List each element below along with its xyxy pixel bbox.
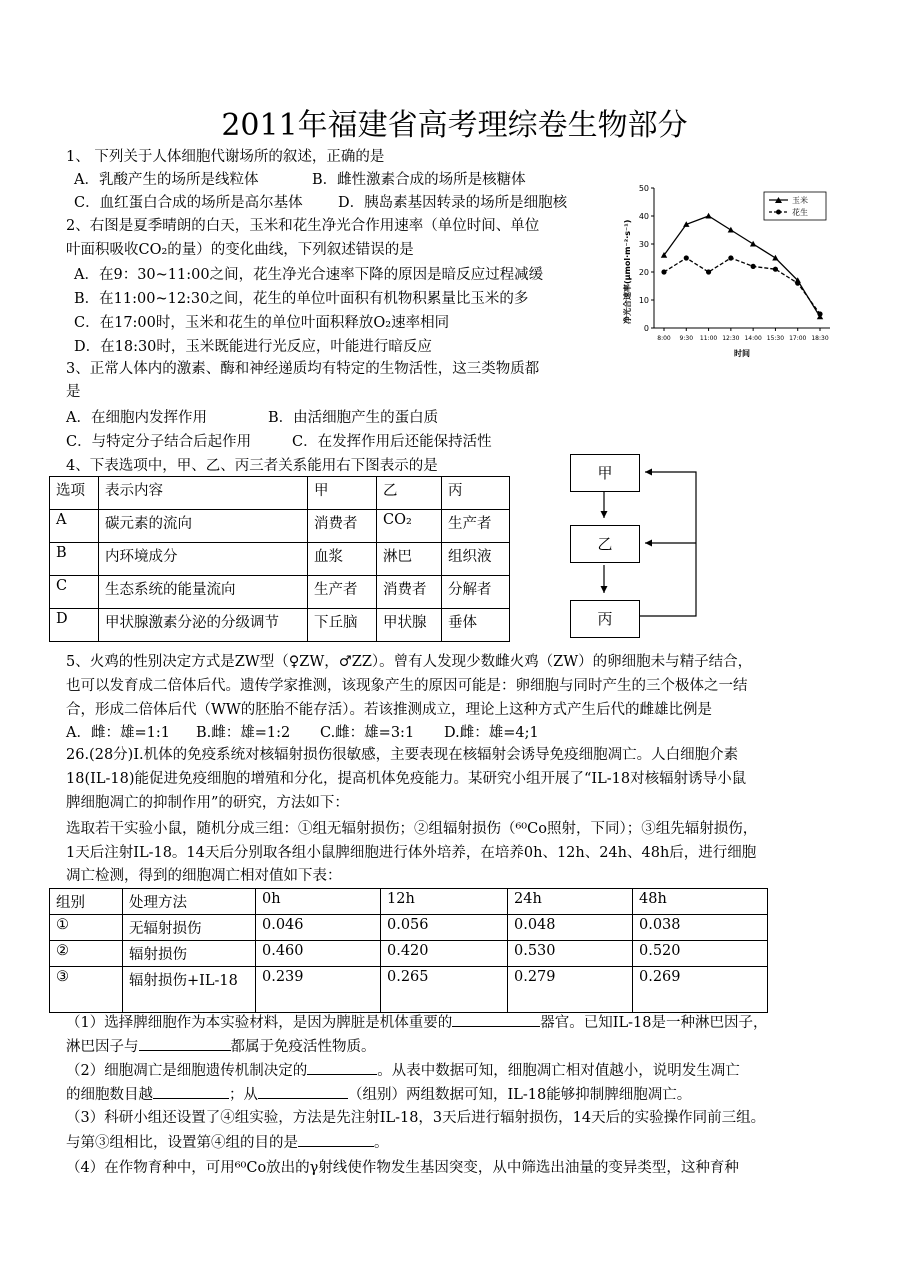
series-line-1 xyxy=(664,216,820,317)
answer-blank[interactable] xyxy=(258,1084,348,1099)
q5-line-2: 也可以发育成二倍体后代。遗传学家推测，该现象产生的原因可能是：卵细胞与同时产生的三个极体之一结 xyxy=(66,678,748,694)
table-row xyxy=(50,510,510,543)
x-tick-label: 17:00 xyxy=(789,335,807,342)
data-point xyxy=(728,255,733,260)
data-point xyxy=(750,241,756,247)
q2-stem-1: 2、右图是夏季晴朗的白天，玉米和花生净光合作用速率（单位时间、单位 xyxy=(66,218,540,234)
q26-cell: ③ xyxy=(50,967,123,1013)
q26-line-5: 1天后注射IL-18。14天后分别取各组小鼠脾细胞进行体外培养，在培养0h、12h、24h、48h后，进行细胞 xyxy=(66,845,757,861)
data-point xyxy=(772,255,778,261)
q26-cell: 辐射损伤+IL-18 xyxy=(123,967,256,1013)
q26-cell: 0.530 xyxy=(508,941,633,967)
q26-line-4: 选取若干实验小鼠，随机分成三组：①组无辐射损伤；②组辐射损伤（⁶⁰Co照射，下同）；③组先辐射损伤， xyxy=(66,821,758,837)
q4-cell: D xyxy=(50,609,99,642)
q4-cell: 分解者 xyxy=(442,576,510,609)
q4-cell: 甲状腺激素分泌的分级调节 xyxy=(99,609,308,642)
q26-p1-line xyxy=(66,1012,767,1033)
q4-cell: CO₂ xyxy=(377,510,442,543)
q26-p3-text-c: 。 xyxy=(374,1135,389,1151)
q3-option-d: C．在发挥作用后还能保持活性 xyxy=(292,434,492,450)
q26-cell: 辐射损伤 xyxy=(123,941,256,967)
answer-blank[interactable] xyxy=(153,1084,229,1099)
q4-cell: 血浆 xyxy=(308,543,377,576)
q26-cell: ② xyxy=(50,941,123,967)
q4-th: 甲 xyxy=(308,477,377,510)
answer-blank[interactable] xyxy=(307,1060,377,1075)
answer-blank[interactable] xyxy=(452,1012,540,1027)
q4-cell: 甲状腺 xyxy=(377,609,442,642)
data-point xyxy=(773,267,778,272)
x-tick-label: 15:30 xyxy=(766,335,785,342)
chart-ylabel: 净光合速率(μmol·m⁻²·s⁻¹) xyxy=(623,219,632,324)
q1-option-d: D．胰岛素基因转录的场所是细胞核 xyxy=(338,195,568,211)
table-row xyxy=(50,543,510,576)
q4-th: 丙 xyxy=(442,477,510,510)
q26-p3-text-b: 与第③组相比，设置第④组的目的是 xyxy=(66,1135,298,1151)
q26-p2-text-d: ；从 xyxy=(229,1087,258,1103)
q26-p1-line-2 xyxy=(66,1036,376,1057)
q26-cell: 0.056 xyxy=(381,915,508,941)
q26-p2-text-c: 的细胞数目越 xyxy=(66,1087,153,1103)
q4-th: 选项 xyxy=(50,477,99,510)
q4-cell: 生态系统的能量流向 xyxy=(99,576,308,609)
q4-cell: 内环境成分 xyxy=(99,543,308,576)
data-point xyxy=(706,269,711,274)
data-point xyxy=(728,227,734,233)
page-title: 2011年福建省高考理综卷生物部分 xyxy=(221,108,688,143)
q4-cell: 消费者 xyxy=(377,576,442,609)
q26-p2-text-a: （2）细胞凋亡是细胞遗传机制决定的 xyxy=(66,1063,308,1079)
q26-cell: 无辐射损伤 xyxy=(123,915,256,941)
q2-option-c: C．在17:00时，玉米和花生的单位叶面积释放O₂速率相同 xyxy=(74,315,450,331)
x-tick-label: 11:00 xyxy=(699,335,718,342)
q3-option-b: B．由活细胞产生的蛋白质 xyxy=(268,410,439,426)
q26-p1-text-d: 都属于免疫活性物质。 xyxy=(230,1039,376,1055)
y-tick-label: 50 xyxy=(638,184,649,193)
x-tick-label: 14:00 xyxy=(744,335,762,342)
q26-p2-line-2 xyxy=(66,1084,691,1105)
q4-cell: 下丘脑 xyxy=(308,609,377,642)
table-row xyxy=(50,915,768,941)
q3-option-a: A．在细胞内发挥作用 xyxy=(66,410,207,426)
data-point xyxy=(684,255,689,260)
q3-stem-2: 是 xyxy=(66,384,81,400)
q26-table xyxy=(49,888,768,1013)
q26-p4-line: （4）在作物育种中，可用⁶⁰Co放出的γ射线使作物发生基因突变，从中筛选出油量的变异类型，这种育种 xyxy=(66,1160,739,1176)
data-point xyxy=(705,213,711,219)
q26-line-2: 18(IL-18)能促进免疫细胞的增殖和分化，提高机体免疫能力。某研究小组开展了“IL-18对核辐射诱导小鼠 xyxy=(66,771,747,787)
q1-option-a: A．乳酸产生的场所是线粒体 xyxy=(74,172,259,188)
legend-marker-peanut xyxy=(776,210,781,215)
y-tick-label: 0 xyxy=(643,324,649,333)
q26-p3-line: （3）科研小组还设置了④组实验，方法是先注射IL-18，3天后进行辐射损伤，14天后的实验操作同前三组。 xyxy=(66,1110,766,1126)
answer-blank[interactable] xyxy=(298,1132,374,1147)
q26-cell: 0.420 xyxy=(381,941,508,967)
q2-option-a: A．在9：30~11:00之间，花生净光合速率下降的原因是暗反应过程减缓 xyxy=(74,267,544,283)
q26-p3-line-2 xyxy=(66,1132,389,1153)
q26-cell: 0.269 xyxy=(633,967,768,1013)
q1-option-b: B．雌性激素合成的场所是核糖体 xyxy=(312,172,526,188)
q2-option-d: D．在18:30时，玉米既能进行光反应，叶能进行暗反应 xyxy=(74,339,432,355)
q4-cell: 碳元素的流向 xyxy=(99,510,308,543)
data-point xyxy=(661,269,666,274)
x-tick-label: 9:30 xyxy=(679,335,694,342)
q26-cell: 0.239 xyxy=(256,967,381,1013)
q4-th: 表示内容 xyxy=(99,477,308,510)
q3-stem-1: 3、正常人体内的激素、酶和神经递质均有特定的生物活性，这三类物质都 xyxy=(66,361,540,377)
q5-option-a: A．雌：雄=1:1 xyxy=(66,725,170,741)
q4-stem: 4、下表选项中，甲、乙、丙三者关系能用右下图表示的是 xyxy=(66,458,438,474)
arrow-bing-to-jia xyxy=(640,472,696,616)
q26-th: 处理方法 xyxy=(123,889,256,915)
chart-legend xyxy=(764,192,826,220)
q4-cell: 生产者 xyxy=(442,510,510,543)
q4-cell: C xyxy=(50,576,99,609)
q26-p2-line xyxy=(66,1060,740,1081)
q26-p2-text-e: （组别）两组数据可知，IL-18能够抑制脾细胞凋亡。 xyxy=(348,1087,692,1103)
series-line-2 xyxy=(664,258,820,314)
data-point xyxy=(817,311,822,316)
q5-option-d: D.雌：雄=4;1 xyxy=(444,725,539,741)
q2-stem-2: 叶面积吸收CO₂的量）的变化曲线，下列叙述错误的是 xyxy=(66,242,414,258)
q4-cell: A xyxy=(50,510,99,543)
diagram-box-bing: 丙 xyxy=(570,600,640,638)
q26-cell: 0.460 xyxy=(256,941,381,967)
q4-cell: 生产者 xyxy=(308,576,377,609)
q26-cell: 0.520 xyxy=(633,941,768,967)
q26-p1-text-c: 淋巴因子与 xyxy=(66,1039,139,1055)
q26-cell: 0.038 xyxy=(633,915,768,941)
q26-th: 24h xyxy=(508,889,633,915)
q26-cell: 0.048 xyxy=(508,915,633,941)
y-tick-label: 40 xyxy=(638,212,649,221)
table-row xyxy=(50,609,510,642)
q3-option-c: C．与特定分子结合后起作用 xyxy=(66,434,252,450)
q26-line-3: 脾细胞凋亡的抑制作用”的研究，方法如下： xyxy=(66,795,349,811)
q26-p2-text-b: 。从表中数据可知，细胞凋亡相对值越小，说明发生凋亡 xyxy=(377,1063,740,1079)
q26-th: 12h xyxy=(381,889,508,915)
q26-cell: ① xyxy=(50,915,123,941)
q26-p1-text-b: 器官。已知IL-18是一种淋巴因子， xyxy=(540,1015,768,1031)
q26-p1-text-a: （1）选择脾细胞作为本实验材料，是因为脾脏是机体重要的 xyxy=(66,1015,453,1031)
q4-cell: 垂体 xyxy=(442,609,510,642)
q26-th: 48h xyxy=(633,889,768,915)
x-tick-label: 8:00 xyxy=(657,335,671,342)
q4-table-header xyxy=(50,477,510,510)
q4-table xyxy=(49,476,510,642)
legend-label-peanut: 花生 xyxy=(792,208,808,217)
y-tick-label: 30 xyxy=(638,240,649,249)
q1-stem: 1、 下列关于人体细胞代谢场所的叙述，正确的是 xyxy=(66,149,385,165)
diagram-box-jia: 甲 xyxy=(570,454,640,492)
q26-line-6: 凋亡检测，得到的细胞凋亡相对值如下表： xyxy=(66,868,342,884)
q4-cell: 消费者 xyxy=(308,510,377,543)
q26-line-1: 26.(28分)Ⅰ.机体的免疫系统对核辐射损伤很敏感，主要表现在核辐射会诱导免疫细胞凋亡。人白细胞介素 xyxy=(66,747,739,763)
q5-option-b: B.雌：雄=1:2 xyxy=(196,725,291,741)
q26-cell: 0.279 xyxy=(508,967,633,1013)
q26-th: 0h xyxy=(256,889,381,915)
q4-cell: 组织液 xyxy=(442,543,510,576)
table-row xyxy=(50,576,510,609)
answer-blank[interactable] xyxy=(139,1036,231,1051)
q26-cell: 0.046 xyxy=(256,915,381,941)
q4-th: 乙 xyxy=(377,477,442,510)
legend-label-corn: 玉米 xyxy=(792,196,808,205)
x-tick-label: 12:30 xyxy=(722,335,740,342)
q4-cell: B xyxy=(50,543,99,576)
diagram-box-yi: 乙 xyxy=(570,525,640,563)
q5-line-3: 合，形成二倍体后代（WW的胚胎不能存活）。若该推测成立，理论上这种方式产生后代的雌雄比例是 xyxy=(66,702,713,718)
q1-option-c: C．血红蛋白合成的场所是高尔基体 xyxy=(74,195,303,211)
y-tick-label: 10 xyxy=(638,296,649,305)
q26-th: 组别 xyxy=(50,889,123,915)
x-tick-label: 18:30 xyxy=(811,335,829,342)
data-point xyxy=(795,281,800,286)
q4-cell: 淋巴 xyxy=(377,543,442,576)
q5-line-1: 5、火鸡的性别决定方式是ZW型（♀ZW，♂ZZ）。曾有人发现少数雌火鸡（ZW）的卵细胞未与精子结合， xyxy=(66,654,753,670)
table-row xyxy=(50,967,768,1013)
q26-cell: 0.265 xyxy=(381,967,508,1013)
q2-option-b: B．在11:00~12:30之间，花生的单位叶面积有机物积累量比玉米的多 xyxy=(74,291,529,307)
q26-table-header xyxy=(50,889,768,915)
y-tick-label: 20 xyxy=(638,268,649,277)
data-point xyxy=(751,264,756,269)
photosynthesis-chart xyxy=(614,178,836,368)
q5-option-c: C.雌：雄=3:1 xyxy=(320,725,415,741)
chart-xlabel: 时间 xyxy=(734,349,750,358)
table-row xyxy=(50,941,768,967)
